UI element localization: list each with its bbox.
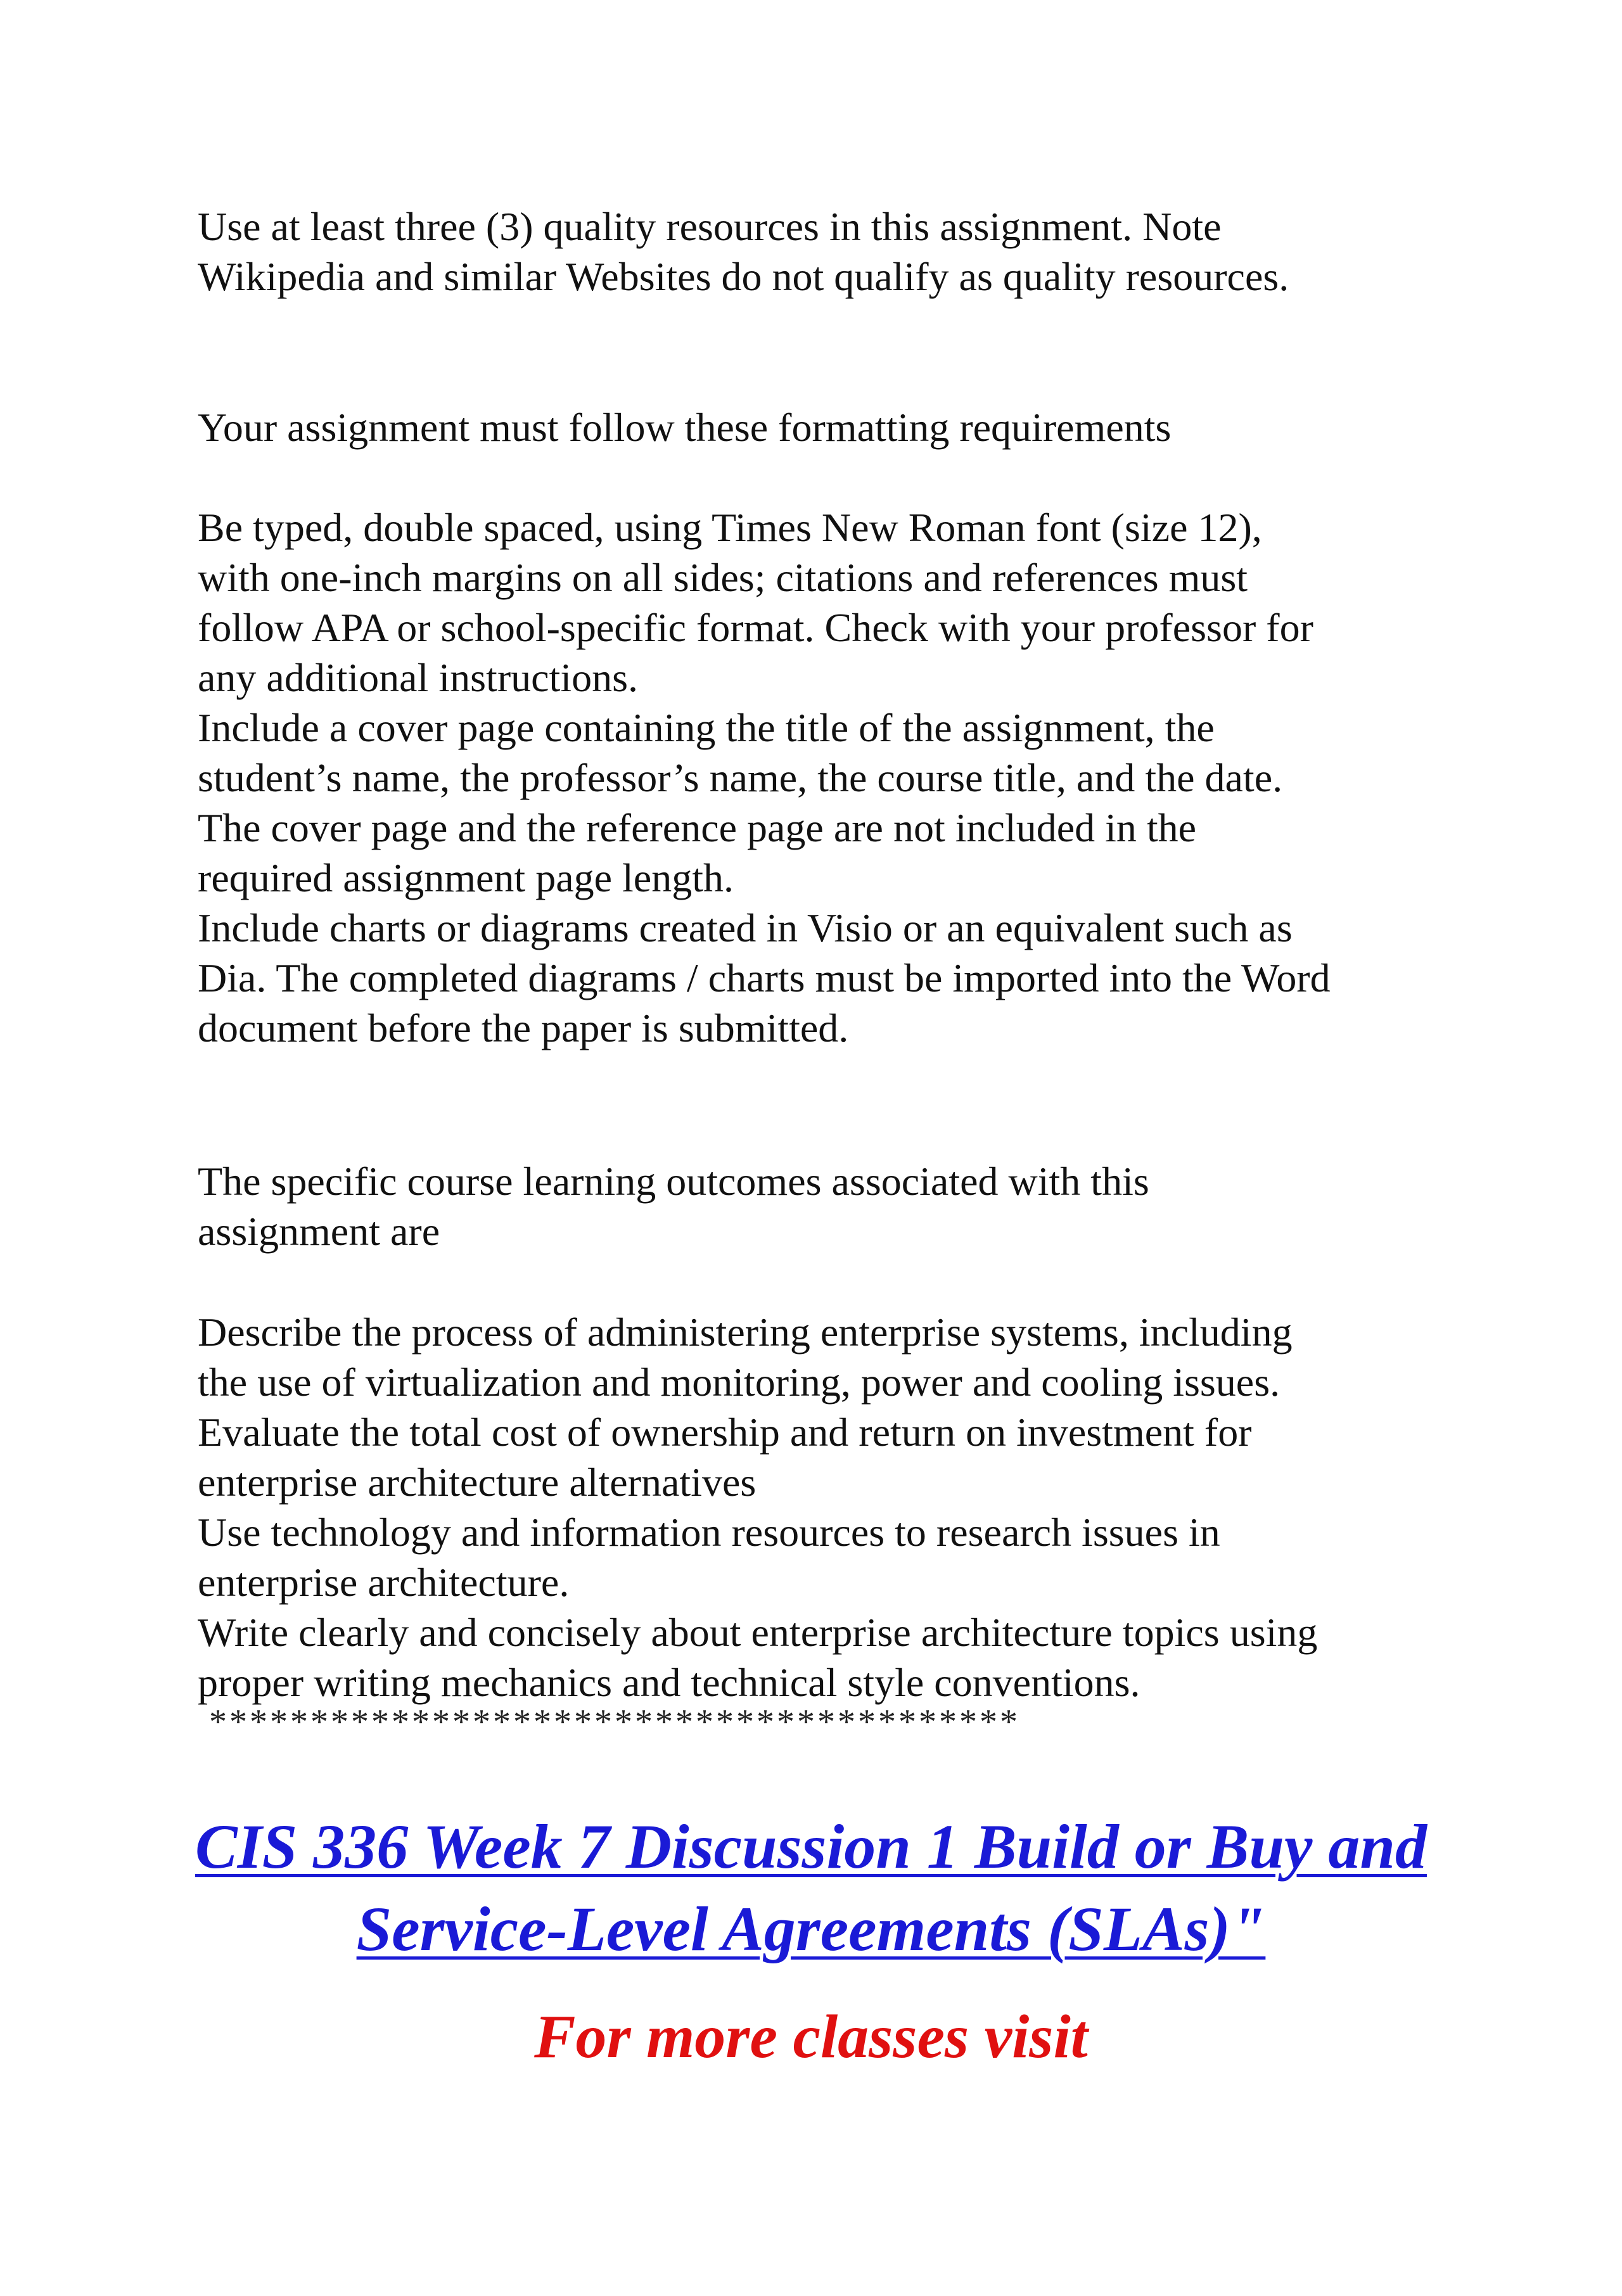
text-line: Write clearly and concisely about enterprise architecture topics using [198,1610,1318,1655]
text-line: Use technology and information resources to research issues in [198,1510,1220,1555]
formatting-requirements [198,502,1490,1053]
text-line: Your assignment must follow these formatting requirements [198,405,1172,450]
text-line: Use at least three (3) quality resources in this assignment. Note [198,204,1222,249]
text-line: The specific course learning outcomes associated with this [198,1159,1149,1204]
text-line: Wikipedia and similar Websites do not qualify as quality resources. [198,254,1289,299]
learning-outcomes [198,1307,1490,1707]
text-line: the use of virtualization and monitoring, power and cooling issues. [198,1360,1280,1405]
text-line: Include charts or diagrams created in Visio or an equivalent such as [198,905,1293,950]
text-line: The cover page and the reference page are not included in the [198,805,1197,850]
text-line: Dia. The completed diagrams / charts must be imported into the Word [198,955,1331,1000]
text-line: Include a cover page containing the title of the assignment, the [198,705,1215,750]
text-line: proper writing mechanics and technical style conventions. [198,1660,1140,1705]
text-line: student’s name, the professor’s name, the course title, and the date. [198,755,1283,800]
course-link-line-2[interactable]: Service-Level Agreements (SLAs)" [356,1894,1266,1964]
text-line: any additional instructions. [198,655,638,700]
outcomes-heading [198,1156,1490,1256]
text-line: enterprise architecture. [198,1560,570,1605]
text-line: with one-inch margins on all sides; citations and references must [198,555,1248,600]
text-line: follow APA or school-specific format. Check with your professor for [198,605,1313,650]
text-line: enterprise architecture alternatives [198,1460,757,1505]
text-line: Describe the process of administering enterprise systems, including [198,1310,1293,1355]
resources-paragraph [198,201,1490,302]
text-line: Be typed, double spaced, using Times New Roman font (size 12), [198,505,1262,550]
text-line: Evaluate the total cost of ownership and return on investment for [198,1410,1252,1455]
visit-text: For more classes visit [534,2003,1088,2071]
text-line: required assignment page length. [198,855,734,900]
asterisk-separator: **************************************** [209,1702,1020,1742]
formatting-heading [198,402,1490,452]
course-link-line-1[interactable]: CIS 336 Week 7 Discussion 1 Build or Buy and [195,1811,1427,1882]
text-line: document before the paper is submitted. [198,1005,849,1050]
text-line: assignment are [198,1209,440,1254]
